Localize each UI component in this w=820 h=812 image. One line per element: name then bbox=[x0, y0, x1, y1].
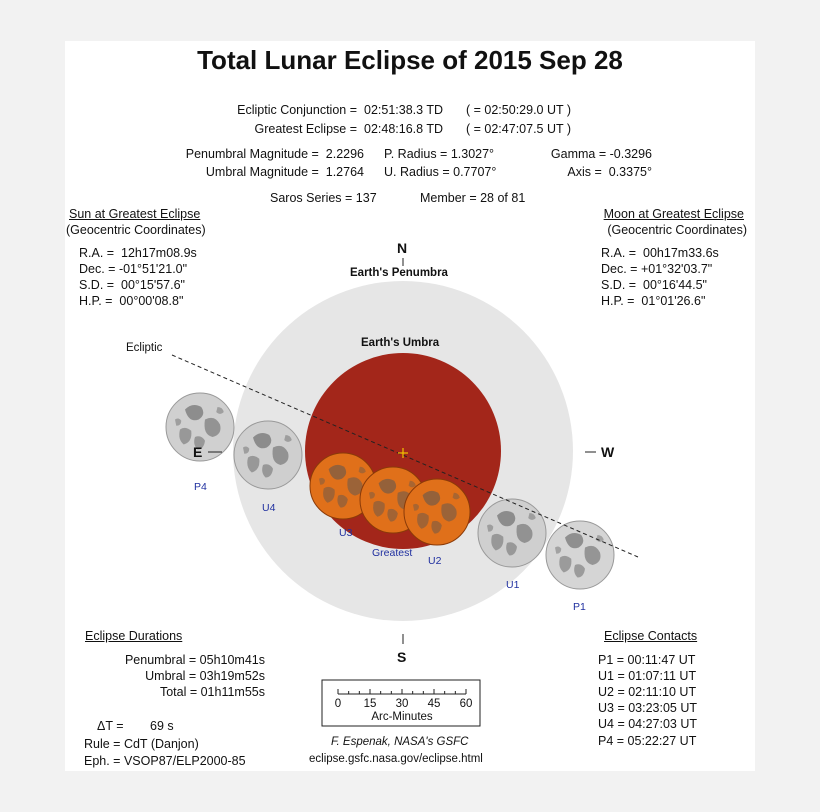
sun-heading: Sun at Greatest Eclipse bbox=[69, 207, 201, 221]
moon-u1 bbox=[478, 499, 546, 567]
north-label: N bbox=[397, 240, 408, 256]
gamma-value: Gamma = -0.3296 bbox=[550, 147, 652, 161]
umbra-label: Earth's Umbra bbox=[361, 337, 440, 349]
contact-row-u3: U3 = 03:23:05 UT bbox=[598, 701, 698, 715]
page-title: Total Lunar Eclipse of 2015 Sep 28 bbox=[197, 45, 623, 75]
ecliptic-label: Ecliptic bbox=[126, 342, 163, 354]
moon-p1 bbox=[546, 521, 614, 589]
greatest-eclipse-ut: ( = 02:47:07.5 UT ) bbox=[466, 122, 572, 136]
ephemeris-value: Eph. = VSOP87/ELP2000-85 bbox=[84, 754, 246, 768]
penumbral-magnitude: Penumbral Magnitude = 2.2296 bbox=[185, 147, 364, 161]
contact-label-u1: U1 bbox=[506, 579, 520, 591]
durations-heading: Eclipse Durations bbox=[85, 629, 183, 643]
greatest-label: Greatest bbox=[372, 547, 413, 559]
contact-label-u4: U4 bbox=[262, 502, 276, 514]
moon-dec: Dec. = +01°32'03.7" bbox=[601, 262, 713, 276]
contact-row-u2: U2 = 02:11:10 UT bbox=[598, 685, 697, 699]
penumbra-radius: P. Radius = 1.3027° bbox=[384, 147, 495, 161]
axis-value: Axis = 0.3375° bbox=[567, 165, 652, 179]
south-label: S bbox=[397, 649, 407, 665]
conjunction-ut: ( = 02:50:29.0 UT ) bbox=[466, 103, 572, 117]
contact-row-u4: U4 = 04:27:03 UT bbox=[598, 717, 698, 731]
contacts-heading: Eclipse Contacts bbox=[604, 629, 698, 643]
scale-label: Arc-Minutes bbox=[371, 711, 433, 723]
moon-sd: S.D. = 00°16'44.5" bbox=[601, 278, 707, 292]
credit-author: F. Espenak, NASA's GSFC bbox=[331, 736, 469, 748]
delta-t-value: 69 s bbox=[150, 719, 174, 733]
moon-subheading: (Geocentric Coordinates) bbox=[607, 223, 747, 237]
moon-heading: Moon at Greatest Eclipse bbox=[603, 207, 744, 221]
sun-ra: R.A. = 12h17m08.9s bbox=[79, 246, 197, 260]
moon-ra: R.A. = 00h17m33.6s bbox=[601, 246, 719, 260]
rule-value: Rule = CdT (Danjon) bbox=[84, 737, 199, 751]
contact-row-u1: U1 = 01:07:11 UT bbox=[598, 669, 697, 683]
scale-tick-45: 45 bbox=[427, 698, 441, 710]
sun-hp: H.P. = 00°00'08.8" bbox=[79, 294, 184, 308]
conjunction-td: 02:51:38.3 TD bbox=[364, 103, 443, 117]
moon-hp: H.P. = 01°01'26.6" bbox=[601, 294, 706, 308]
sun-subheading: (Geocentric Coordinates) bbox=[66, 223, 206, 237]
contact-label-u3: U3 bbox=[339, 527, 353, 539]
scale-tick-30: 30 bbox=[395, 698, 409, 710]
delta-t-label: ΔT = bbox=[97, 719, 124, 733]
contact-label-u2: U2 bbox=[428, 555, 442, 567]
contact-label-p1: P1 bbox=[573, 601, 586, 613]
scale-tick-15: 15 bbox=[363, 698, 377, 710]
contact-row-p4: P4 = 05:22:27 UT bbox=[598, 734, 697, 748]
duration-total: Total = 01h11m55s bbox=[159, 685, 265, 699]
penumbra-label: Earth's Penumbra bbox=[350, 267, 448, 279]
greatest-eclipse-label: Greatest Eclipse = bbox=[254, 122, 357, 136]
contact-label-p4: P4 bbox=[194, 481, 207, 493]
east-label: E bbox=[193, 444, 203, 460]
scale-tick-0: 0 bbox=[334, 698, 342, 710]
sun-dec: Dec. = -01°51'21.0" bbox=[79, 262, 188, 276]
umbral-magnitude: Umbral Magnitude = 1.2764 bbox=[205, 165, 364, 179]
credit-url[interactable]: eclipse.gsfc.nasa.gov/eclipse.html bbox=[309, 753, 483, 765]
moon-u2 bbox=[404, 479, 470, 545]
conjunction-label: Ecliptic Conjunction = bbox=[237, 103, 357, 117]
scale-tick-60: 60 bbox=[459, 698, 473, 710]
moon-u4 bbox=[234, 421, 302, 489]
sun-sd: S.D. = 00°15'57.6" bbox=[79, 278, 185, 292]
duration-umbral: Umbral = 03h19m52s bbox=[145, 669, 265, 683]
contact-row-p1: P1 = 00:11:47 UT bbox=[598, 653, 696, 667]
duration-penumbral: Penumbral = 05h10m41s bbox=[124, 653, 265, 667]
saros-series: Saros Series = 137 bbox=[270, 191, 377, 205]
saros-member: Member = 28 of 81 bbox=[420, 191, 526, 205]
umbra-radius: U. Radius = 0.7707° bbox=[384, 165, 497, 179]
west-label: W bbox=[601, 444, 615, 460]
greatest-eclipse-td: 02:48:16.8 TD bbox=[364, 122, 443, 136]
